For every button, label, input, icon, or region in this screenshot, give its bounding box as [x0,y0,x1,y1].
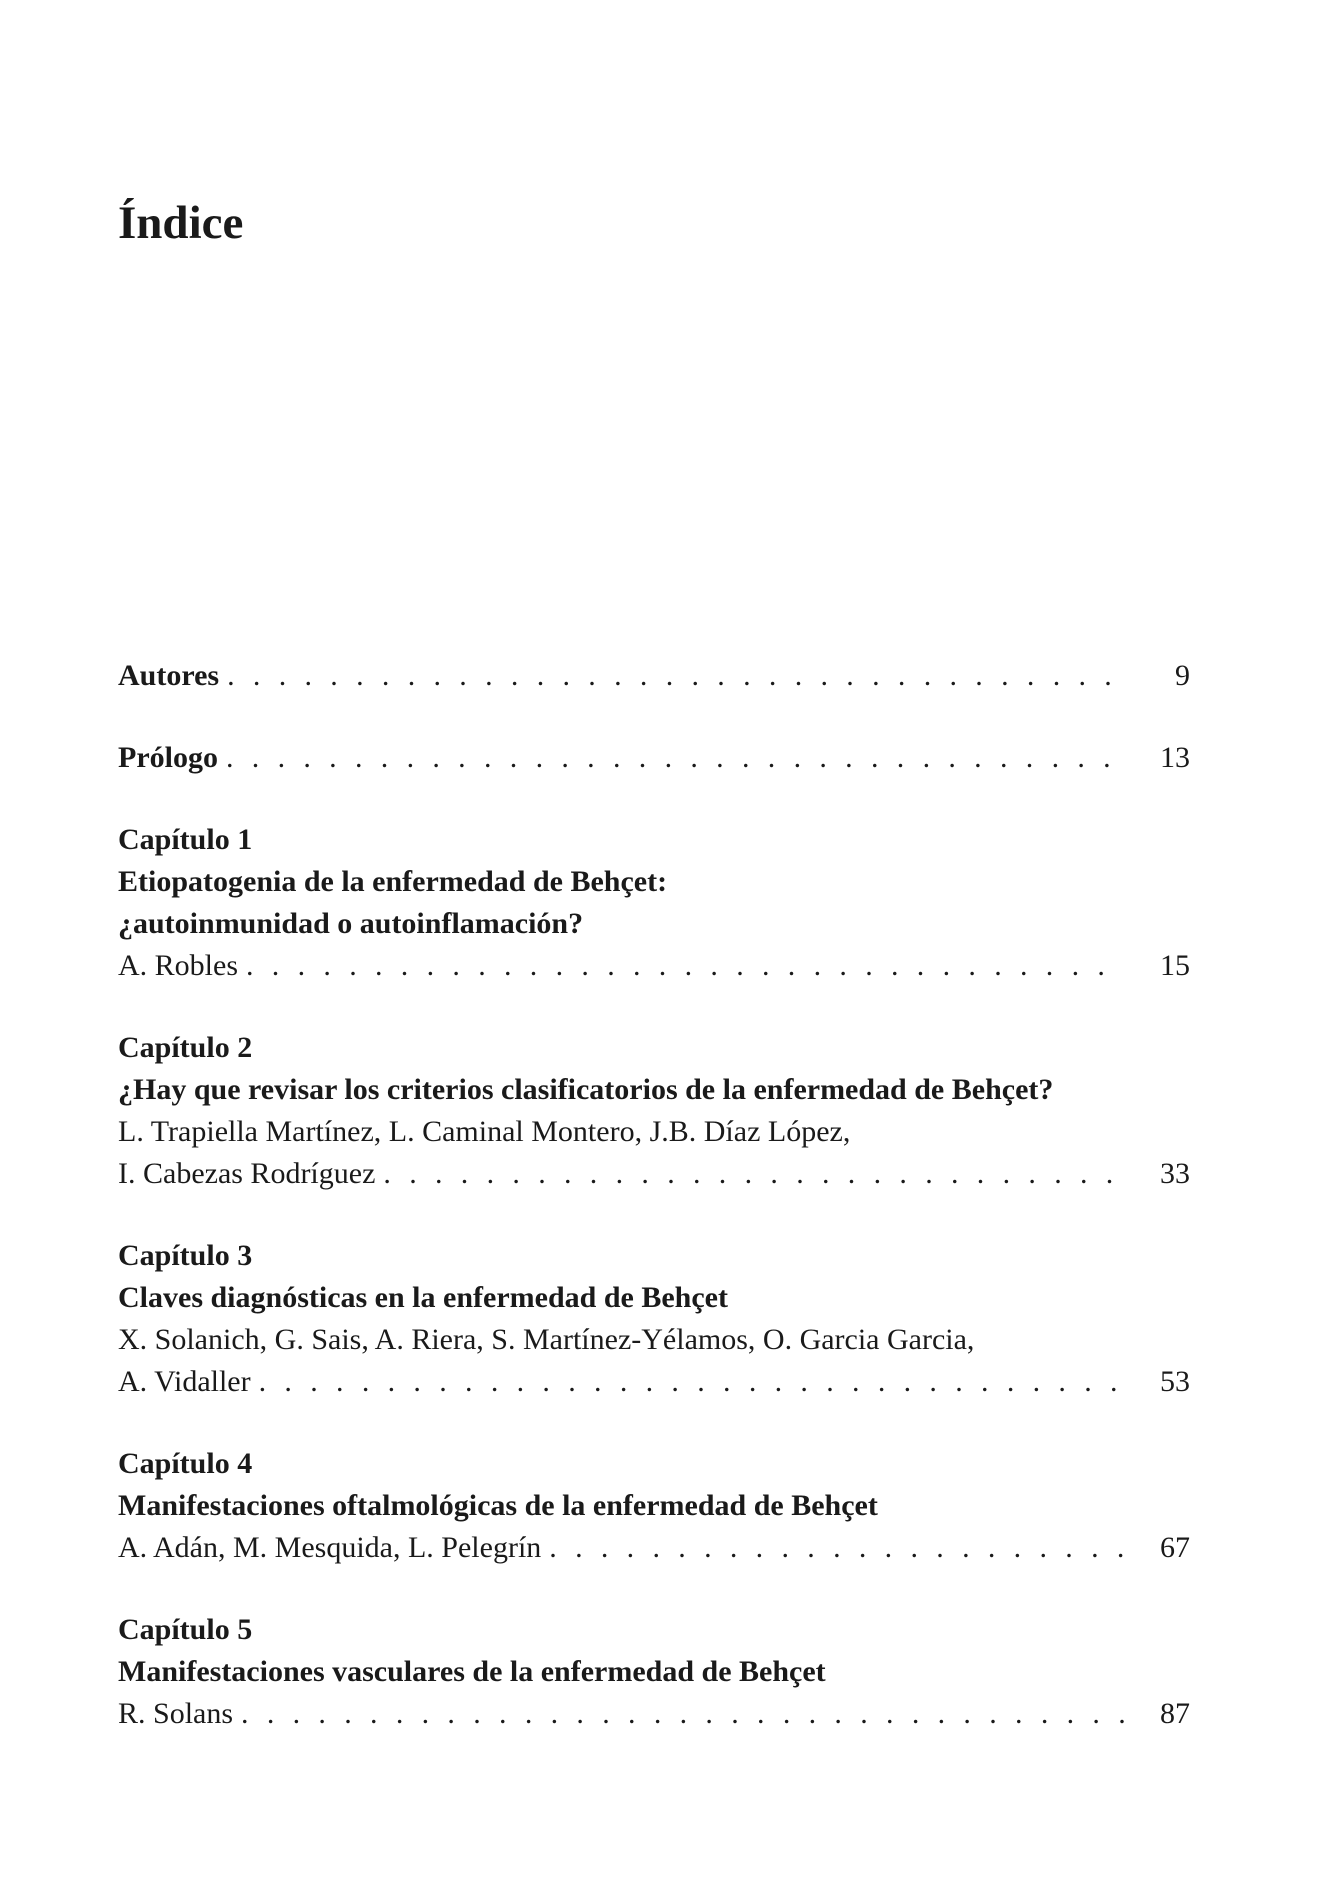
chapter-title-line: Etiopatogenia de la enfermedad de Behçet: [118,865,668,898]
chapter-number: Capítulo 3 [118,1239,253,1272]
toc-page-number: 87 [1160,1697,1190,1730]
toc-page-number: 33 [1160,1157,1190,1190]
chapter-number: Capítulo 5 [118,1613,253,1646]
dot-leader [259,1361,1124,1403]
chapter-number: Capítulo 1 [118,823,253,856]
chapter-title-line: Manifestaciones vasculares de la enfermedad de Behçet [118,1655,826,1688]
chapter-title-line: ¿Hay que revisar los criterios clasificatorios de la enfermedad de Behçet? [118,1073,1054,1106]
toc-leader-line [118,945,1190,987]
toc-leader-line [118,1153,1190,1195]
toc-leader-line [118,1527,1190,1569]
chapter-authors: X. Solanich, G. Sais, A. Riera, S. Martínez-Yélamos, O. Garcia Garcia, [118,1323,975,1356]
chapter-authors: A. Vidaller [118,1365,251,1398]
dot-leader [549,1527,1124,1569]
toc-page-number: 53 [1160,1365,1190,1398]
chapter-authors: I. Cabezas Rodríguez [118,1157,376,1190]
toc-entry-chapter-3[interactable] [118,1235,1190,1403]
toc-page-number: 15 [1160,949,1190,982]
dot-leader [246,945,1124,987]
chapter-authors: A. Adán, M. Mesquida, L. Pelegrín [118,1531,542,1564]
toc-entry-chapter-2[interactable] [118,1027,1190,1195]
toc-leader-line [118,1361,1190,1403]
toc-leader-line [118,1693,1190,1735]
toc-entry-prologo[interactable] [118,737,1190,779]
toc-entry-chapter-5[interactable] [118,1609,1190,1735]
toc-entry-label: Prólogo [118,741,218,774]
toc-page-number: 67 [1160,1531,1190,1564]
chapter-authors: L. Trapiella Martínez, L. Caminal Montero, J.B. Díaz López, [118,1115,851,1148]
page-title: Índice [118,197,244,249]
toc-leader-line [118,655,1190,697]
toc-entry-autores[interactable] [118,655,1190,697]
dot-leader [383,1153,1124,1195]
chapter-title-line: Claves diagnósticas en la enfermedad de Behçet [118,1281,728,1314]
chapter-authors: R. Solans [118,1697,234,1730]
dot-leader [241,1693,1124,1735]
dot-leader [226,737,1124,779]
chapter-authors: A. Robles [118,949,238,982]
dot-leader [227,655,1124,697]
toc-page-number: 9 [1175,659,1190,692]
toc-entry-chapter-1[interactable] [118,819,1190,987]
toc-leader-line [118,737,1190,779]
chapter-title-line: ¿autoinmunidad o autoinflamación? [118,907,584,940]
toc-page-number: 13 [1160,741,1190,774]
chapter-title-line: Manifestaciones oftalmológicas de la enfermedad de Behçet [118,1489,878,1522]
chapter-number: Capítulo 4 [118,1447,253,1480]
chapter-number: Capítulo 2 [118,1031,253,1064]
table-of-contents [118,655,1190,1735]
toc-entry-chapter-4[interactable] [118,1443,1190,1569]
toc-entry-label: Autores [118,659,220,692]
